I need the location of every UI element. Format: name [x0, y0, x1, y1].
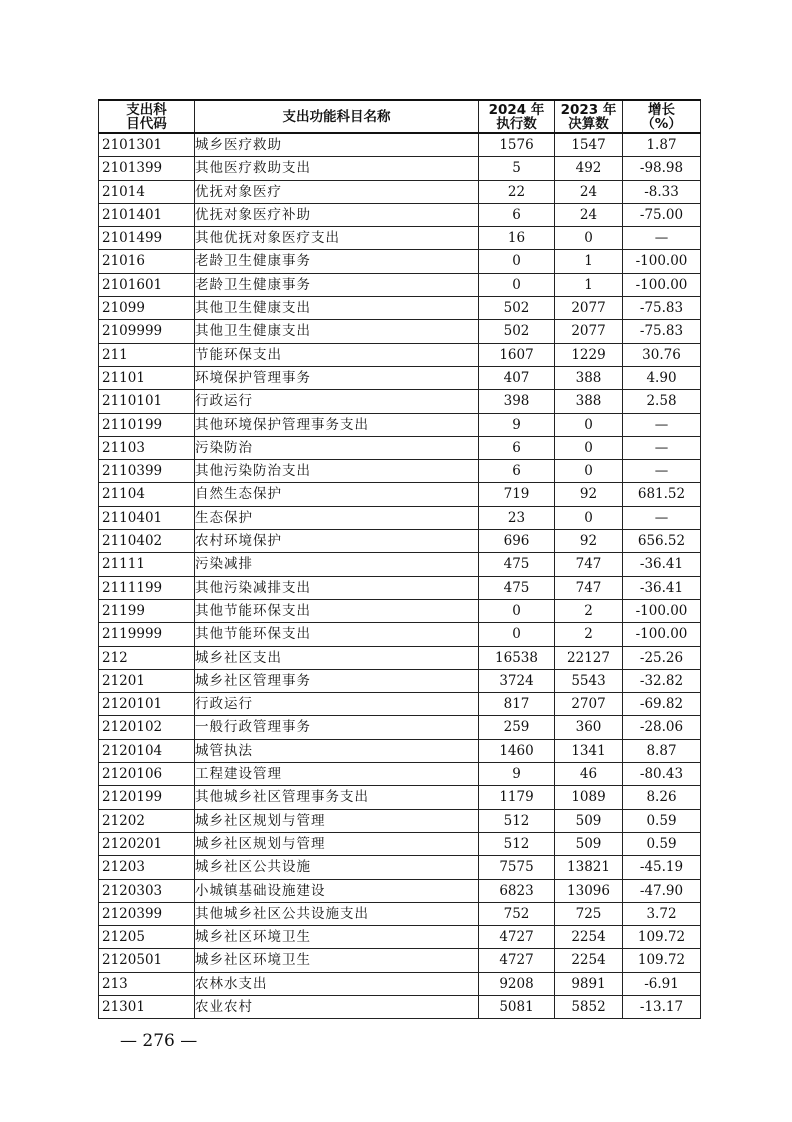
row-growth-cell: -100.00	[623, 250, 701, 273]
row-name-cell: 其他卫生健康支出	[195, 320, 479, 343]
row-code-cell: 21103	[99, 436, 195, 459]
row-2024-cell: 23	[479, 506, 555, 529]
row-growth-cell: -100.00	[623, 273, 701, 296]
table-row	[99, 250, 701, 273]
row-2023-cell: 1229	[555, 343, 623, 366]
table-row	[99, 926, 701, 949]
table-row	[99, 669, 701, 692]
row-code-cell: 21099	[99, 297, 195, 320]
row-name-cell: 城乡社区环境卫生	[195, 949, 479, 972]
table-row	[99, 693, 701, 716]
row-code-cell: 2101301	[99, 133, 195, 157]
row-code-cell: 21203	[99, 856, 195, 879]
row-2024-cell: 1607	[479, 343, 555, 366]
header-2023: 2023 年 决算数	[555, 100, 623, 133]
row-name-cell: 优抚对象医疗	[195, 180, 479, 203]
row-growth-cell: -13.17	[623, 995, 701, 1018]
row-code-cell: 2110199	[99, 413, 195, 436]
row-2024-cell: 475	[479, 576, 555, 599]
row-name-cell: 其他污染防治支出	[195, 460, 479, 483]
row-2024-cell: 502	[479, 297, 555, 320]
row-2023-cell: 2	[555, 599, 623, 622]
row-2024-cell: 6	[479, 436, 555, 459]
row-name-cell: 老龄卫生健康事务	[195, 273, 479, 296]
table-row	[99, 646, 701, 669]
row-2024-cell: 5	[479, 157, 555, 180]
row-code-cell: 2111199	[99, 576, 195, 599]
row-growth-cell: -6.91	[623, 972, 701, 995]
row-growth-cell: -75.00	[623, 203, 701, 226]
table-row	[99, 366, 701, 389]
row-2023-cell: 388	[555, 390, 623, 413]
header-code: 支出科 目代码	[99, 100, 195, 133]
table-body	[99, 133, 701, 1019]
row-growth-cell: —	[623, 506, 701, 529]
row-name-cell: 污染减排	[195, 553, 479, 576]
row-code-cell: 21014	[99, 180, 195, 203]
row-name-cell: 其他环境保护管理事务支出	[195, 413, 479, 436]
row-growth-cell: —	[623, 436, 701, 459]
row-code-cell: 2101399	[99, 157, 195, 180]
row-2024-cell: 0	[479, 599, 555, 622]
row-growth-cell: 0.59	[623, 809, 701, 832]
row-code-cell: 211	[99, 343, 195, 366]
row-growth-cell: -75.83	[623, 297, 701, 320]
row-name-cell: 城乡社区环境卫生	[195, 926, 479, 949]
row-growth-cell: 0.59	[623, 832, 701, 855]
row-code-cell: 2119999	[99, 623, 195, 646]
row-2023-cell: 2254	[555, 949, 623, 972]
row-name-cell: 其他卫生健康支出	[195, 297, 479, 320]
table-row	[99, 599, 701, 622]
row-code-cell: 2120199	[99, 786, 195, 809]
row-code-cell: 21301	[99, 995, 195, 1018]
row-name-cell: 城乡社区管理事务	[195, 669, 479, 692]
row-2024-cell: 6	[479, 460, 555, 483]
table-row	[99, 995, 701, 1018]
table-row	[99, 436, 701, 459]
row-name-cell: 自然生态保护	[195, 483, 479, 506]
row-name-cell: 城乡社区公共设施	[195, 856, 479, 879]
row-code-cell: 2120104	[99, 739, 195, 762]
table-row	[99, 972, 701, 995]
row-2024-cell: 817	[479, 693, 555, 716]
row-2023-cell: 2707	[555, 693, 623, 716]
row-2023-cell: 22127	[555, 646, 623, 669]
table-row	[99, 180, 701, 203]
row-2023-cell: 388	[555, 366, 623, 389]
row-growth-cell: —	[623, 227, 701, 250]
table-row	[99, 483, 701, 506]
row-growth-cell: —	[623, 413, 701, 436]
table-row	[99, 203, 701, 226]
table-row	[99, 227, 701, 250]
row-growth-cell: -98.98	[623, 157, 701, 180]
row-2023-cell: 13821	[555, 856, 623, 879]
row-name-cell: 行政运行	[195, 693, 479, 716]
row-name-cell: 节能环保支出	[195, 343, 479, 366]
row-growth-cell: -100.00	[623, 623, 701, 646]
row-growth-cell: 109.72	[623, 926, 701, 949]
row-2024-cell: 16538	[479, 646, 555, 669]
table-row	[99, 576, 701, 599]
row-2023-cell: 509	[555, 809, 623, 832]
row-code-cell: 2120303	[99, 879, 195, 902]
row-name-cell: 其他城乡社区管理事务支出	[195, 786, 479, 809]
row-2024-cell: 398	[479, 390, 555, 413]
row-2023-cell: 1	[555, 250, 623, 273]
row-name-cell: 城乡社区规划与管理	[195, 832, 479, 855]
row-2023-cell: 24	[555, 180, 623, 203]
row-2023-cell: 0	[555, 413, 623, 436]
row-growth-cell: -25.26	[623, 646, 701, 669]
row-growth-cell: 8.26	[623, 786, 701, 809]
row-name-cell: 其他污染减排支出	[195, 576, 479, 599]
row-growth-cell: -32.82	[623, 669, 701, 692]
row-name-cell: 农业农村	[195, 995, 479, 1018]
row-code-cell: 21101	[99, 366, 195, 389]
row-2023-cell: 46	[555, 763, 623, 786]
table-row	[99, 623, 701, 646]
row-growth-cell: 3.72	[623, 902, 701, 925]
row-2024-cell: 6823	[479, 879, 555, 902]
row-name-cell: 城乡社区规划与管理	[195, 809, 479, 832]
row-2023-cell: 747	[555, 553, 623, 576]
row-name-cell: 农村环境保护	[195, 530, 479, 553]
table-row	[99, 832, 701, 855]
row-growth-cell: 2.58	[623, 390, 701, 413]
row-code-cell: 2110399	[99, 460, 195, 483]
row-2024-cell: 6	[479, 203, 555, 226]
row-code-cell: 2110101	[99, 390, 195, 413]
row-2024-cell: 512	[479, 809, 555, 832]
row-2023-cell: 92	[555, 483, 623, 506]
row-2024-cell: 752	[479, 902, 555, 925]
row-2023-cell: 1547	[555, 133, 623, 157]
table-row	[99, 273, 701, 296]
row-name-cell: 小城镇基础设施建设	[195, 879, 479, 902]
row-2023-cell: 2077	[555, 297, 623, 320]
row-2024-cell: 0	[479, 623, 555, 646]
row-2023-cell: 509	[555, 832, 623, 855]
row-2024-cell: 5081	[479, 995, 555, 1018]
row-name-cell: 优抚对象医疗补助	[195, 203, 479, 226]
row-name-cell: 其他节能环保支出	[195, 623, 479, 646]
row-2023-cell: 492	[555, 157, 623, 180]
row-code-cell: 2120106	[99, 763, 195, 786]
row-growth-cell: -80.43	[623, 763, 701, 786]
row-2024-cell: 4727	[479, 926, 555, 949]
table-row	[99, 856, 701, 879]
row-growth-cell: 656.52	[623, 530, 701, 553]
row-growth-cell: 1.87	[623, 133, 701, 157]
row-name-cell: 其他节能环保支出	[195, 599, 479, 622]
row-2023-cell: 747	[555, 576, 623, 599]
row-name-cell: 其他优抚对象医疗支出	[195, 227, 479, 250]
row-2023-cell: 5852	[555, 995, 623, 1018]
row-name-cell: 城管执法	[195, 739, 479, 762]
table-row	[99, 879, 701, 902]
table-row	[99, 343, 701, 366]
row-2023-cell: 0	[555, 460, 623, 483]
row-2024-cell: 7575	[479, 856, 555, 879]
row-name-cell: 环境保护管理事务	[195, 366, 479, 389]
row-growth-cell: 4.90	[623, 366, 701, 389]
row-2023-cell: 0	[555, 506, 623, 529]
row-2024-cell: 0	[479, 250, 555, 273]
row-2023-cell: 0	[555, 436, 623, 459]
row-growth-cell: -47.90	[623, 879, 701, 902]
row-name-cell: 其他医疗救助支出	[195, 157, 479, 180]
header-2024: 2024 年 执行数	[479, 100, 555, 133]
expenditure-table	[98, 99, 701, 1019]
row-growth-cell: -45.19	[623, 856, 701, 879]
table-row	[99, 530, 701, 553]
row-code-cell: 212	[99, 646, 195, 669]
row-code-cell: 21199	[99, 599, 195, 622]
row-2024-cell: 9208	[479, 972, 555, 995]
header-name: 支出功能科目名称	[195, 100, 479, 133]
row-code-cell: 21205	[99, 926, 195, 949]
row-growth-cell: -36.41	[623, 553, 701, 576]
table-row	[99, 506, 701, 529]
row-code-cell: 21201	[99, 669, 195, 692]
row-2023-cell: 1089	[555, 786, 623, 809]
row-code-cell: 2120399	[99, 902, 195, 925]
row-2023-cell: 9891	[555, 972, 623, 995]
row-2023-cell: 725	[555, 902, 623, 925]
row-2023-cell: 92	[555, 530, 623, 553]
row-growth-cell: -100.00	[623, 599, 701, 622]
table-row	[99, 157, 701, 180]
table-row	[99, 902, 701, 925]
row-2024-cell: 407	[479, 366, 555, 389]
page-number: — 276 —	[120, 1031, 198, 1051]
row-2023-cell: 1341	[555, 739, 623, 762]
row-name-cell: 农林水支出	[195, 972, 479, 995]
row-growth-cell: -69.82	[623, 693, 701, 716]
row-2023-cell: 5543	[555, 669, 623, 692]
row-2024-cell: 0	[479, 273, 555, 296]
table-row	[99, 553, 701, 576]
row-growth-cell: -36.41	[623, 576, 701, 599]
row-name-cell: 城乡医疗救助	[195, 133, 479, 157]
row-code-cell: 2120201	[99, 832, 195, 855]
row-code-cell: 213	[99, 972, 195, 995]
row-2024-cell: 1460	[479, 739, 555, 762]
table-row	[99, 133, 701, 157]
row-name-cell: 城乡社区支出	[195, 646, 479, 669]
row-2023-cell: 2254	[555, 926, 623, 949]
row-growth-cell: 109.72	[623, 949, 701, 972]
row-code-cell: 2109999	[99, 320, 195, 343]
table-row	[99, 809, 701, 832]
row-code-cell: 2110402	[99, 530, 195, 553]
row-growth-cell: —	[623, 460, 701, 483]
row-code-cell: 21016	[99, 250, 195, 273]
row-code-cell: 2101601	[99, 273, 195, 296]
row-2024-cell: 512	[479, 832, 555, 855]
row-2024-cell: 4727	[479, 949, 555, 972]
table-row	[99, 320, 701, 343]
row-2024-cell: 3724	[479, 669, 555, 692]
row-2023-cell: 360	[555, 716, 623, 739]
row-code-cell: 21111	[99, 553, 195, 576]
row-code-cell: 2101401	[99, 203, 195, 226]
row-2024-cell: 22	[479, 180, 555, 203]
row-code-cell: 2120101	[99, 693, 195, 716]
row-2023-cell: 0	[555, 227, 623, 250]
row-2023-cell: 2077	[555, 320, 623, 343]
row-2024-cell: 9	[479, 763, 555, 786]
row-growth-cell: -75.83	[623, 320, 701, 343]
header-growth: 增长 （%）	[623, 100, 701, 133]
row-growth-cell: -28.06	[623, 716, 701, 739]
row-code-cell: 2120102	[99, 716, 195, 739]
row-name-cell: 工程建设管理	[195, 763, 479, 786]
table-row	[99, 716, 701, 739]
row-2024-cell: 1179	[479, 786, 555, 809]
row-2023-cell: 13096	[555, 879, 623, 902]
table-row	[99, 460, 701, 483]
row-growth-cell: 8.87	[623, 739, 701, 762]
row-code-cell: 21202	[99, 809, 195, 832]
row-2024-cell: 502	[479, 320, 555, 343]
row-2023-cell: 24	[555, 203, 623, 226]
table-row	[99, 739, 701, 762]
row-2023-cell: 1	[555, 273, 623, 296]
row-growth-cell: -8.33	[623, 180, 701, 203]
row-name-cell: 污染防治	[195, 436, 479, 459]
table-row	[99, 390, 701, 413]
row-2024-cell: 16	[479, 227, 555, 250]
row-name-cell: 生态保护	[195, 506, 479, 529]
row-name-cell: 老龄卫生健康事务	[195, 250, 479, 273]
table-row	[99, 949, 701, 972]
row-2024-cell: 259	[479, 716, 555, 739]
row-2024-cell: 1576	[479, 133, 555, 157]
row-name-cell: 行政运行	[195, 390, 479, 413]
row-2024-cell: 9	[479, 413, 555, 436]
row-code-cell: 2101499	[99, 227, 195, 250]
row-2024-cell: 475	[479, 553, 555, 576]
row-growth-cell: 681.52	[623, 483, 701, 506]
row-code-cell: 2110401	[99, 506, 195, 529]
table-row	[99, 297, 701, 320]
row-name-cell: 一般行政管理事务	[195, 716, 479, 739]
table-row	[99, 413, 701, 436]
row-2024-cell: 696	[479, 530, 555, 553]
row-code-cell: 21104	[99, 483, 195, 506]
table-row	[99, 786, 701, 809]
row-2024-cell: 719	[479, 483, 555, 506]
row-growth-cell: 30.76	[623, 343, 701, 366]
row-code-cell: 2120501	[99, 949, 195, 972]
row-2023-cell: 2	[555, 623, 623, 646]
table-header-row	[99, 100, 701, 133]
table-row	[99, 763, 701, 786]
row-name-cell: 其他城乡社区公共设施支出	[195, 902, 479, 925]
